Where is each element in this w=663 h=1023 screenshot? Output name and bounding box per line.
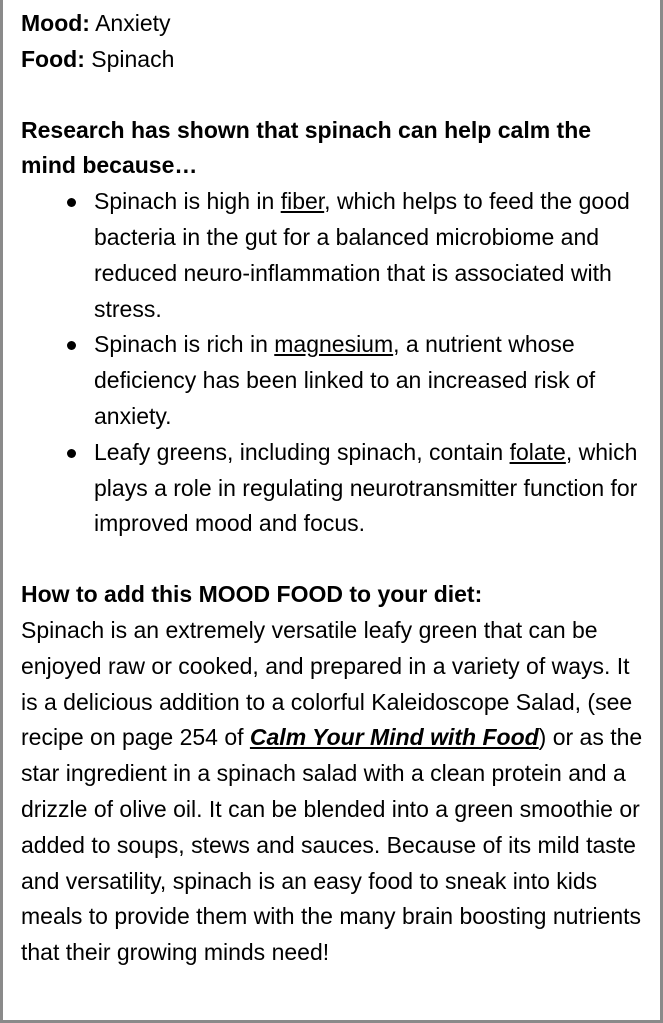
bullet-text-after: , which helps to feed the good bacteria in the gut for a balanced microbiome and reduced neuro-inflammation that is associated with stress. — [94, 188, 630, 322]
bullet-text-after: , a nutrient whose deficiency has been linked to an increased risk of anxiety. — [94, 331, 596, 429]
spacer — [21, 78, 646, 113]
book-title-link[interactable]: Calm Your Mind with Food — [249, 724, 539, 751]
mood-value: Anxiety — [95, 10, 171, 36]
diet-paragraph — [21, 613, 646, 971]
diet-heading: How to add this MOOD FOOD to your diet: — [21, 581, 483, 608]
magnesium-link[interactable]: magnesium — [274, 331, 394, 358]
diet-text-before: Spinach is an extremely versatile leafy green that can be enjoyed raw or cooked, and prepared in a variety of ways. It is a delicious addition to a colorful Kaleidoscope Salad, (see recipe on page 254 of — [21, 616, 633, 751]
bullet-text-before: Spinach is high in — [94, 188, 281, 215]
mood-line — [21, 6, 646, 42]
diet-text-after: ) or as the star ingredient in a spinach salad with a clean protein and a drizzle of olive oil. It can be blended into a green smoothie or added to soups, stews and sauces. Because of its mild taste and versatility, spinach is an easy food to sneak into kids meals to provide them with the many brain boosting nutrients that their growing minds need! — [21, 724, 643, 966]
folate-link[interactable]: folate — [509, 438, 566, 465]
fiber-link[interactable]: fiber — [280, 188, 325, 215]
list-item — [94, 435, 646, 542]
mood-label: Mood: — [21, 10, 90, 36]
bullet-text-after: , which plays a role in regulating neurotransmitter function for improved mood and focus. — [94, 438, 638, 537]
article-body — [21, 6, 646, 971]
research-heading: Research has shown that spinach can help calm the mind because… — [21, 116, 592, 179]
research-bullet-list — [21, 184, 646, 542]
list-item — [94, 327, 646, 434]
bullet-text-before: Leafy greens, including spinach, contain — [94, 438, 510, 465]
food-value: Spinach — [91, 45, 175, 72]
food-label: Food: — [21, 45, 85, 72]
list-item — [94, 184, 646, 327]
food-line — [21, 42, 646, 78]
spacer — [21, 542, 646, 577]
bullet-text-before: Spinach is rich in — [94, 331, 275, 358]
